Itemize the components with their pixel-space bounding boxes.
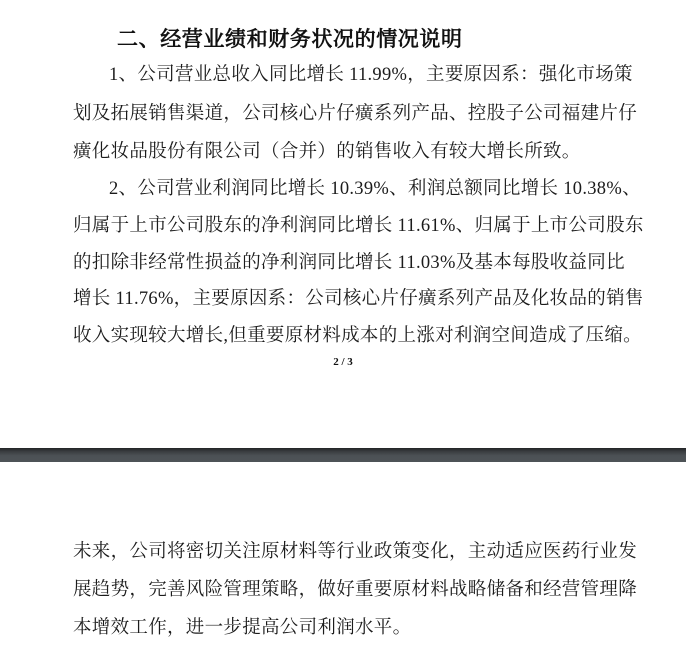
- text-line: 癀化妆品股份有限公司（合并）的销售收入有较大增长所致。: [73, 142, 581, 162]
- text-line: 归属于上市公司股东的净利润同比增长 11.61%、归属于上市公司股东: [73, 216, 644, 236]
- page-break-divider: [0, 448, 686, 462]
- text-line: 展趋势，完善风险管理策略，做好重要原材料战略储备和经营管理降: [73, 580, 638, 600]
- page-number: 2 / 3: [333, 356, 353, 368]
- text-line: 划及拓展销售渠道，公司核心片仔癀系列产品、控股子公司福建片仔: [73, 104, 638, 124]
- text-line: 的扣除非经常性损益的净利润同比增长 11.03%及基本每股收益同比: [73, 253, 625, 273]
- text-line: 1、公司营业总收入同比增长 11.99%，主要原因系：强化市场策: [109, 65, 633, 85]
- text-line: 收入实现较大增长,但重要原材料成本的上涨对利润空间造成了压缩。: [73, 326, 642, 346]
- text-line: 未来，公司将密切关注原材料等行业政策变化，主动适应医药行业发: [73, 542, 638, 562]
- text-line: 2、公司营业利润同比增长 10.39%、利润总额同比增长 10.38%、: [109, 179, 641, 199]
- document-page-3: [0, 462, 686, 662]
- text-line: 增长 11.76%，主要原因系：公司核心片仔癀系列产品及化妆品的销售: [73, 289, 644, 309]
- text-line: 本增效工作，进一步提高公司利润水平。: [73, 618, 412, 638]
- section-heading: 二、经营业绩和财务状况的情况说明: [117, 27, 463, 51]
